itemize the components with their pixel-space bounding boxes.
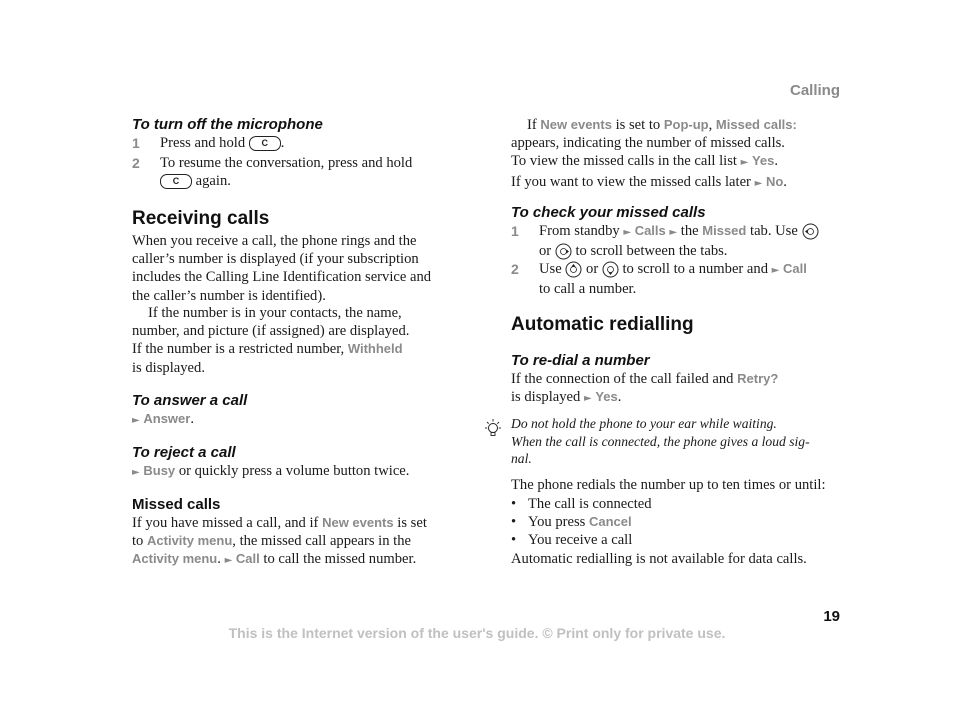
step-text: From standby ► Calls ► the Missed tab. Use or to scroll between the tabs. bbox=[539, 222, 844, 260]
arrow-icon: ► bbox=[583, 393, 592, 405]
popup-paragraph: If New events is set to Pop-up, Missed calls: appears, indicating the number of missed calls. To view the missed calls in the call list ► Yes. If you want to view the missed calls later ► No. bbox=[511, 117, 797, 190]
c-key-icon: C bbox=[160, 174, 192, 189]
redial-subheading: To re-dial a number bbox=[511, 352, 650, 369]
arrow-icon: ► bbox=[132, 415, 140, 426]
no-label: No bbox=[765, 173, 784, 189]
missed-calls-heading: Missed calls bbox=[132, 496, 221, 513]
running-header: Calling bbox=[789, 82, 840, 99]
step-number: 2 bbox=[132, 155, 140, 171]
call-label: Call bbox=[783, 261, 807, 276]
redial-instruction: If the connection of the call failed and Retry? is displayed ► Yes. bbox=[511, 371, 779, 406]
check-missed-heading: To check your missed calls bbox=[511, 204, 706, 221]
answer-heading: To answer a call bbox=[132, 392, 248, 409]
arrow-icon: ► bbox=[132, 467, 140, 478]
nav-key-left-icon bbox=[802, 223, 819, 240]
busy-label: Busy bbox=[143, 463, 176, 478]
step-text: Use or to scroll to a number and ► Call to call a number. bbox=[539, 261, 807, 298]
new-events-label: New events bbox=[322, 515, 394, 530]
arrow-icon: ► bbox=[771, 265, 780, 276]
popup-label: Pop-up bbox=[663, 117, 709, 132]
footer-disclaimer: This is the Internet version of the user's guide. © Print only for private use. bbox=[228, 625, 726, 641]
lightbulb-tip-icon bbox=[482, 418, 504, 440]
reject-heading: To reject a call bbox=[132, 444, 236, 461]
missed-calls-label: Missed calls: bbox=[715, 117, 797, 132]
new-events-label: New events bbox=[540, 117, 612, 132]
receiving-calls-paragraph-2: If the number is in your contacts, the name, number, and picture (if assigned) are displayed. If the number is a restricted number, Withheld is displayed. bbox=[132, 305, 410, 376]
check-step-2 bbox=[511, 260, 841, 298]
missed-tab-label: Missed bbox=[702, 223, 747, 238]
call-label: Call bbox=[235, 551, 260, 567]
mic-heading: To turn off the microphone bbox=[132, 116, 323, 133]
calls-label: Calls bbox=[634, 223, 666, 238]
retry-label: Retry? bbox=[737, 371, 779, 386]
step-number: 2 bbox=[511, 261, 519, 277]
arrow-icon: ► bbox=[740, 157, 749, 169]
arrow-icon: ► bbox=[224, 555, 233, 567]
check-step-1 bbox=[511, 222, 841, 260]
mic-step-1 bbox=[132, 134, 472, 153]
step-text: Press and hold C . bbox=[160, 135, 285, 151]
automatic-redialling-heading: Automatic redialling bbox=[511, 314, 694, 335]
page-number: 19 bbox=[823, 608, 840, 625]
mic-step-2 bbox=[132, 154, 472, 190]
missed-calls-paragraph: If you have missed a call, and if New events is set to Activity menu, the missed call appears in the Activity menu. ► Call to call the missed number. bbox=[132, 515, 427, 568]
redial-paragraph: The phone redials the number up to ten times or until: bbox=[511, 477, 826, 493]
arrow-icon: ► bbox=[669, 227, 678, 238]
activity-menu-label: Activity menu bbox=[147, 533, 233, 549]
receiving-calls-heading: Receiving calls bbox=[132, 208, 270, 229]
reject-instruction: ► Busy or quickly press a volume button twice. bbox=[132, 463, 410, 479]
arrow-icon: ► bbox=[754, 177, 763, 189]
c-key-icon: C bbox=[249, 136, 281, 151]
nav-key-down-icon bbox=[602, 261, 619, 278]
step-number: 1 bbox=[511, 223, 519, 239]
tip-note: Do not hold the phone to your ear while waiting. When the call is connected, the phone gives a loud sig- nal. bbox=[511, 416, 810, 466]
arrow-icon: ► bbox=[623, 227, 632, 238]
withheld-label: Withheld bbox=[347, 341, 403, 357]
yes-label: Yes bbox=[751, 153, 775, 169]
yes-label: Yes bbox=[595, 389, 618, 405]
nav-key-up-icon bbox=[565, 261, 582, 278]
nav-key-right-icon bbox=[555, 243, 572, 260]
cancel-label: Cancel bbox=[588, 514, 632, 530]
answer-label: Answer bbox=[143, 411, 191, 426]
receiving-calls-paragraph-1: When you receive a call, the phone rings and the caller’s number is displayed (if your subscription includes the Calling Line Identification service and the caller’s number is identified). bbox=[132, 233, 432, 304]
activity-menu-label: Activity menu bbox=[132, 551, 218, 567]
redial-conditions-list: • The call is connected • You press Cancel • You receive a call Automatic redialling is not available for data calls. bbox=[511, 495, 841, 568]
list-item: • The call is connected bbox=[511, 496, 652, 512]
list-item: • You press Cancel bbox=[511, 514, 632, 531]
step-number: 1 bbox=[132, 135, 140, 151]
step-text: To resume the conversation, press and hold C again. bbox=[160, 155, 413, 190]
list-item: • You receive a call bbox=[511, 532, 633, 549]
answer-instruction: ► Answer. bbox=[132, 411, 194, 427]
